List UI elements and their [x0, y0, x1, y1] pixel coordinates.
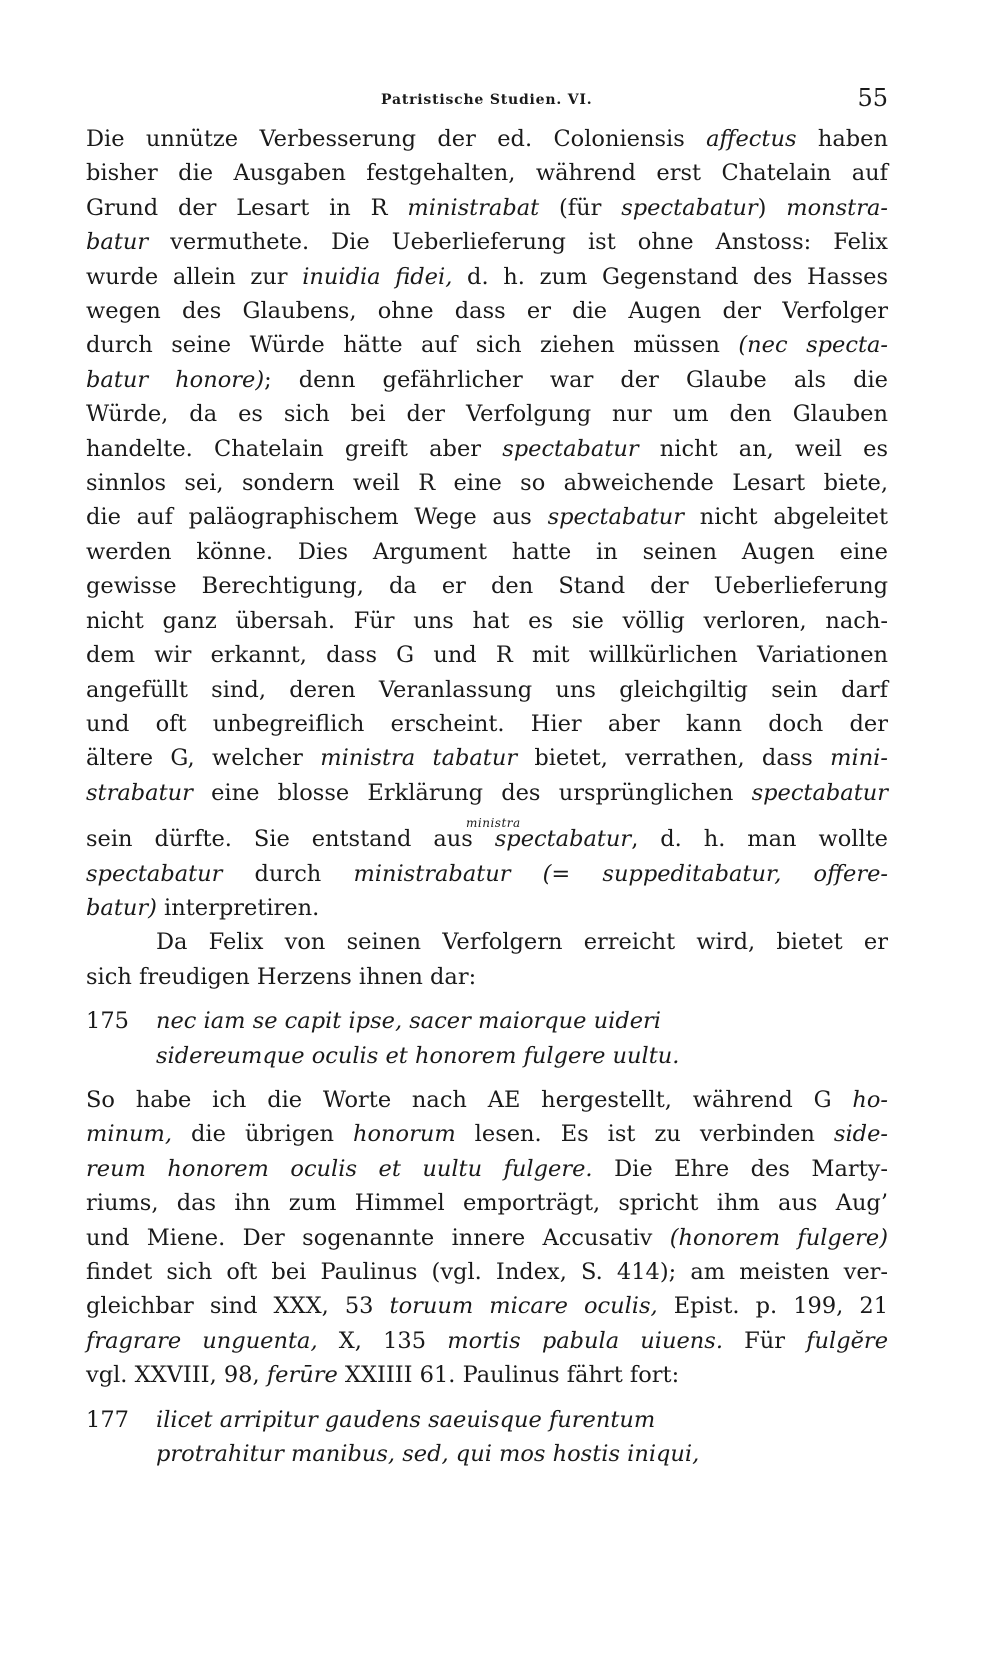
text-line: fragrare unguenta, X, 135 mortis pabula uiuens. Für fulgĕre — [86, 1327, 889, 1354]
text-line: nicht ganz übersah. Für uns hat es sie völlig verloren, nach- — [86, 607, 888, 634]
text-line: Grund der Lesart in R ministrabat (für spectabatur) monstra- — [86, 194, 888, 221]
text-line: wegen des Glaubens, ohne dass er die Augen der Verfolger — [86, 298, 888, 325]
verse-line: 177 ilicet arripitur gaudens saeuisque furentum — [86, 1403, 888, 1437]
running-title: Patristische Studien. VI. — [381, 92, 593, 108]
text-line: dem wir erkannt, dass G und R mit willkürlichen Variationen — [86, 642, 888, 669]
text-line: werden könne. Dies Argument hatte in seinen Augen eine — [86, 538, 888, 565]
paragraph-3 — [86, 1083, 888, 1393]
text-line: handelte. Chatelain greift aber spectabatur nicht an, weil es — [86, 435, 888, 462]
text-line: und Miene. Der sogenannte innere Accusativ (honorem fulgere) — [86, 1224, 889, 1251]
verse-line: protrahitur manibus, sed, qui mos hostis iniqui, — [156, 1441, 700, 1468]
verse-quote-1 — [86, 1004, 888, 1073]
text-line: ältere G, welcher ministra tabatur bietet, verrathen, dass mini- — [86, 745, 888, 772]
text-line: So habe ich die Worte nach AE hergestellt, während G ho- — [86, 1086, 888, 1113]
page-body — [86, 122, 888, 1471]
text-line: riums, das ihn zum Himmel emporträgt, spricht ihm aus Aug’ — [86, 1190, 888, 1217]
text-line: wurde allein zur inuidia fidei, d. h. zum Gegenstand des Hasses — [86, 263, 888, 290]
book-page — [86, 82, 888, 1642]
text-line: sich freudigen Herzens ihnen dar: — [86, 963, 477, 990]
text-line: gewisse Berechtigung, da er den Stand der Ueberlieferung — [86, 573, 888, 600]
verse-number: 177 — [86, 1406, 129, 1433]
paragraph-2 — [86, 925, 888, 994]
text-line: gleichbar sind XXX, 53 toruum micare oculis, Epist. p. 199, 21 — [86, 1293, 889, 1320]
verse-line: 175 nec iam se capit ipse, sacer maiorque uideri — [86, 1004, 888, 1038]
paragraph-1 — [86, 122, 888, 925]
text-line: sein dürfte. Sie entstand aus spectabatur, d. h. man wollte — [86, 826, 888, 853]
text-line: Würde, da es sich bei der Verfolgung nur um den Glauben — [86, 401, 888, 428]
text-line: vgl. XXVIII, 98, ferūre XXIIII 61. Paulinus fährt fort: — [86, 1362, 680, 1389]
text-line: angefüllt sind, deren Veranlassung uns gleichgiltig sein darf — [86, 676, 888, 703]
page-number: 55 — [857, 84, 888, 112]
text-line: Die unnütze Verbesserung der ed. Coloniensis affectus haben — [86, 126, 888, 152]
text-line: sinnlos sei, sondern weil R eine so abweichende Lesart biete, — [86, 470, 888, 497]
text-line: spectabatur durch ministrabatur (= suppeditabatur, offere- — [86, 860, 888, 887]
interlinear-gloss-row — [86, 810, 888, 831]
text-line: batur vermuthete. Die Ueberlieferung ist ohne Anstoss: Felix — [86, 229, 888, 256]
text-line: batur honore); denn gefährlicher war der Glaube als die — [86, 366, 888, 393]
text-line: minum, die übrigen honorum lesen. Es ist zu verbinden side- — [86, 1121, 888, 1148]
text-line: durch seine Würde hätte auf sich ziehen müssen (nec specta- — [86, 332, 888, 359]
verse-number: 175 — [86, 1008, 129, 1035]
verse-quote-2 — [86, 1403, 888, 1472]
text-line: findet sich oft bei Paulinus (vgl. Index, S. 414); am meisten ver- — [86, 1259, 888, 1285]
text-line: reum honorem oculis et uultu fulgere. Die Ehre des Marty- — [86, 1155, 888, 1182]
page-header — [86, 82, 888, 122]
text-line: und oft unbegreiflich erscheint. Hier aber kann doch der — [86, 710, 888, 737]
interlinear-gloss: ministra — [466, 816, 521, 831]
text-line: batur) interpretiren. — [86, 894, 320, 921]
text-line: strabatur eine blosse Erklärung des ursprünglichen spectabatur — [86, 779, 888, 806]
text-line: Da Felix von seinen Verfolgern erreicht wird, bietet er — [156, 929, 888, 956]
text-line: bisher die Ausgaben festgehalten, während erst Chatelain auf — [86, 160, 888, 187]
text-line: die auf paläographischem Wege aus spectabatur nicht abgeleitet — [86, 504, 888, 531]
verse-line: sidereumque oculis et honorem fulgere uultu. — [156, 1042, 680, 1069]
